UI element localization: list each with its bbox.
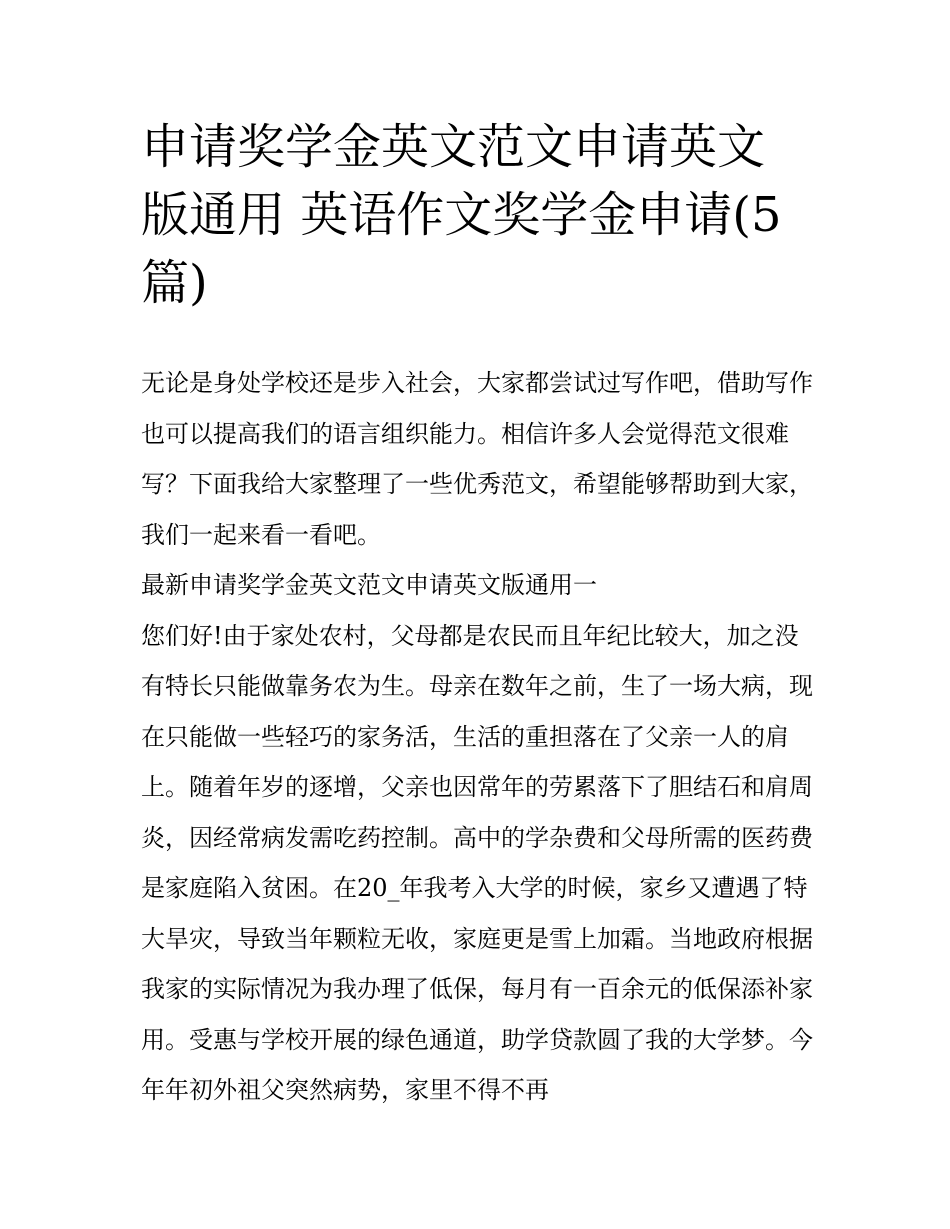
document-title: 申请奖学金英文范文申请英文版通用 英语作文奖学金申请(5篇) xyxy=(141,119,782,311)
section-heading: 最新申请奖学金英文范文申请英文版通用一 xyxy=(141,571,597,599)
document-body xyxy=(141,358,813,1116)
intro-paragraph: 无论是身处学校还是步入社会，大家都尝试过写作吧，借助写作也可以提高我们的语言组织能力。相信许多人会觉得范文很难写？下面我给大家整理了一些优秀范文，希望能够帮助到大家，我们一起来看一看吧。 xyxy=(141,369,813,549)
body-paragraph: 您们好!由于家处农村，父母都是农民而且年纪比较大，加之没有特长只能做靠务农为生。母亲在数年之前，生了一场大病，现在只能做一些轻巧的家务活，生活的重担落在了父亲一人的肩上。随着年岁的逐增，父亲也因常年的劳累落下了胆结石和肩周炎，因经常病发需吃药控制。高中的学杂费和父母所需的医药费是家庭陷入贫困。在20_年我考入大学的时候，家乡又遭遇了特大旱灾，导致当年颗粒无收，家庭更是雪上加霜。当地政府根据我家的实际情况为我办理了低保，每月有一百余元的低保添补家用。受惠与学校开展的绿色通道，助学贷款圆了我的大学梦。今年年初外祖父突然病势，家里不得不再 xyxy=(141,621,813,1104)
